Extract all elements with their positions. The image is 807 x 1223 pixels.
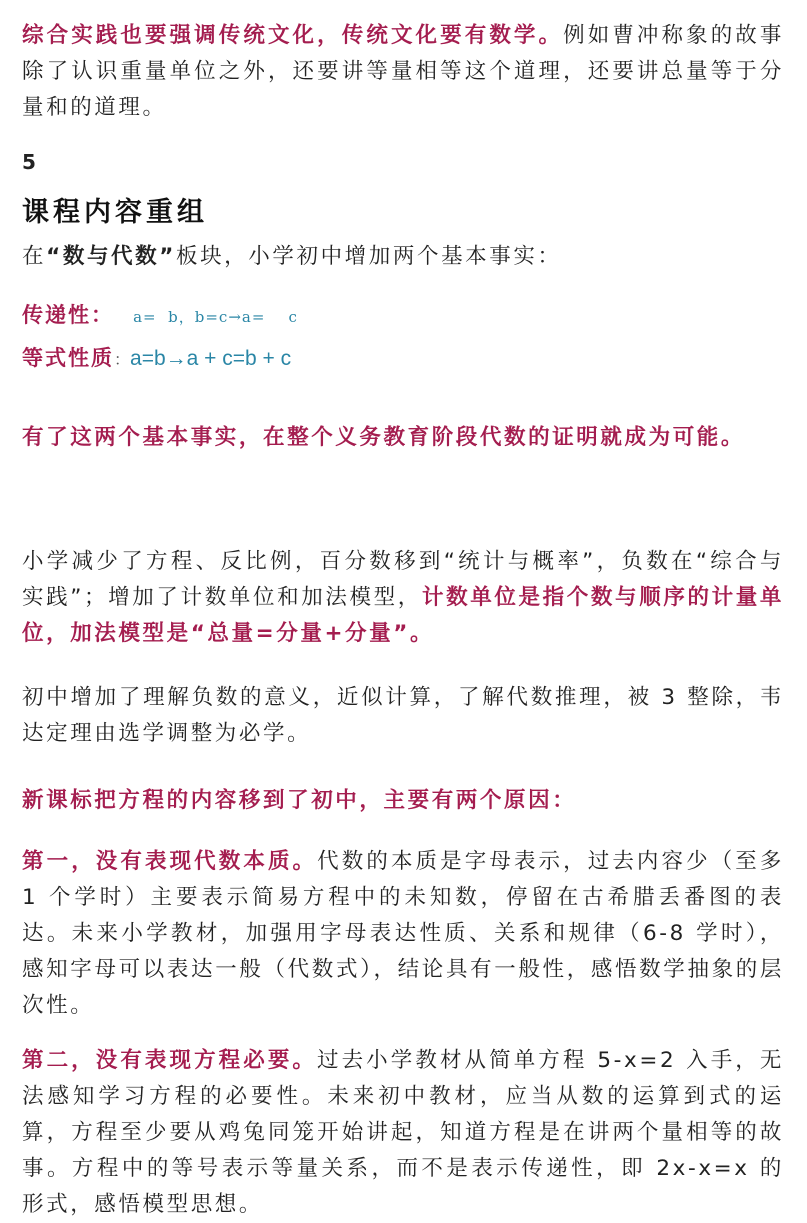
paragraph-middle-changes: 初中增加了理解负数的意义，近似计算，了解代数推理，被 3 整除，韦达定理由选学调整为必学。 bbox=[22, 685, 784, 746]
paragraph-cao-chong bbox=[22, 18, 784, 126]
conclusion-line: 有了这两个基本事实，在整个义务教育阶段代数的证明就成为可能。 bbox=[22, 425, 746, 450]
reason-two-text: 过去小学教材从简单方程 5-x=2 入手，无法感知学习方程的必要性。未来初中教材，应当从数的运算到式的运算，方程至少要从鸡兔同笼开始讲起，知道方程是在讲两个量相等的故事。方程中的等号表示等量关系，而不是表示传递性，即 2x-x=x 的形式，感悟模型思想。 bbox=[22, 1048, 784, 1217]
reason-one-title: 第一，没有表现代数本质。 bbox=[22, 849, 318, 874]
intro-pre: 在 bbox=[22, 244, 47, 269]
reason-one-text: 代数的本质是字母表示，过去内容少（至多 1 个学时）主要表示简易方程中的未知数，停留在古希腊丢番图的表达。未来小学教材，加强用字母表达性质、关系和规律（6-8 学时），感知字母可以表达一般（代数式），结论具有一般性，感悟数学抽象的层次性。 bbox=[22, 849, 785, 1018]
paragraph-primary-changes bbox=[22, 544, 784, 652]
reason-one bbox=[22, 844, 784, 1024]
paragraph-highlight: 计数单位是指个数与顺序的计量单位，加法模型是“总量=分量+分量”。 bbox=[22, 585, 784, 646]
transitive-formula: a= b，b=c→a= c bbox=[133, 308, 298, 326]
section-number: 5 bbox=[22, 150, 36, 174]
reason-two-title: 第二，没有表现方程必要。 bbox=[22, 1048, 318, 1073]
equality-separator: ： bbox=[114, 350, 131, 369]
paragraph-text: 小学减少了方程、反比例，百分数移到“统计与概率”，负数在“综合与实践”；增加了计数单位和加法模型， bbox=[22, 549, 784, 610]
fact-transitive bbox=[22, 300, 784, 332]
fact-equality bbox=[22, 343, 784, 375]
paragraph-text: 例如曹冲称象的故事除了认识重量单位之外，还要讲等量相等这个道理，还要讲总量等于分量和的道理。 bbox=[22, 23, 784, 120]
paragraph-highlight: 综合实践也要强调传统文化，传统文化要有数学。 bbox=[22, 23, 564, 48]
section-heading: 课程内容重组 bbox=[22, 197, 208, 228]
intro-post: 板块，小学初中增加两个基本事实： bbox=[175, 244, 562, 269]
equality-formula: a=b→a + c=b + c bbox=[130, 347, 292, 370]
reasons-heading: 新课标把方程的内容移到了初中，主要有两个原因： bbox=[22, 788, 577, 813]
reason-two bbox=[22, 1043, 784, 1223]
transitive-label: 传递性： bbox=[22, 303, 114, 327]
equality-label: 等式性质 bbox=[22, 346, 114, 370]
intro-line bbox=[22, 239, 784, 275]
intro-bold: “数与代数” bbox=[46, 244, 176, 269]
